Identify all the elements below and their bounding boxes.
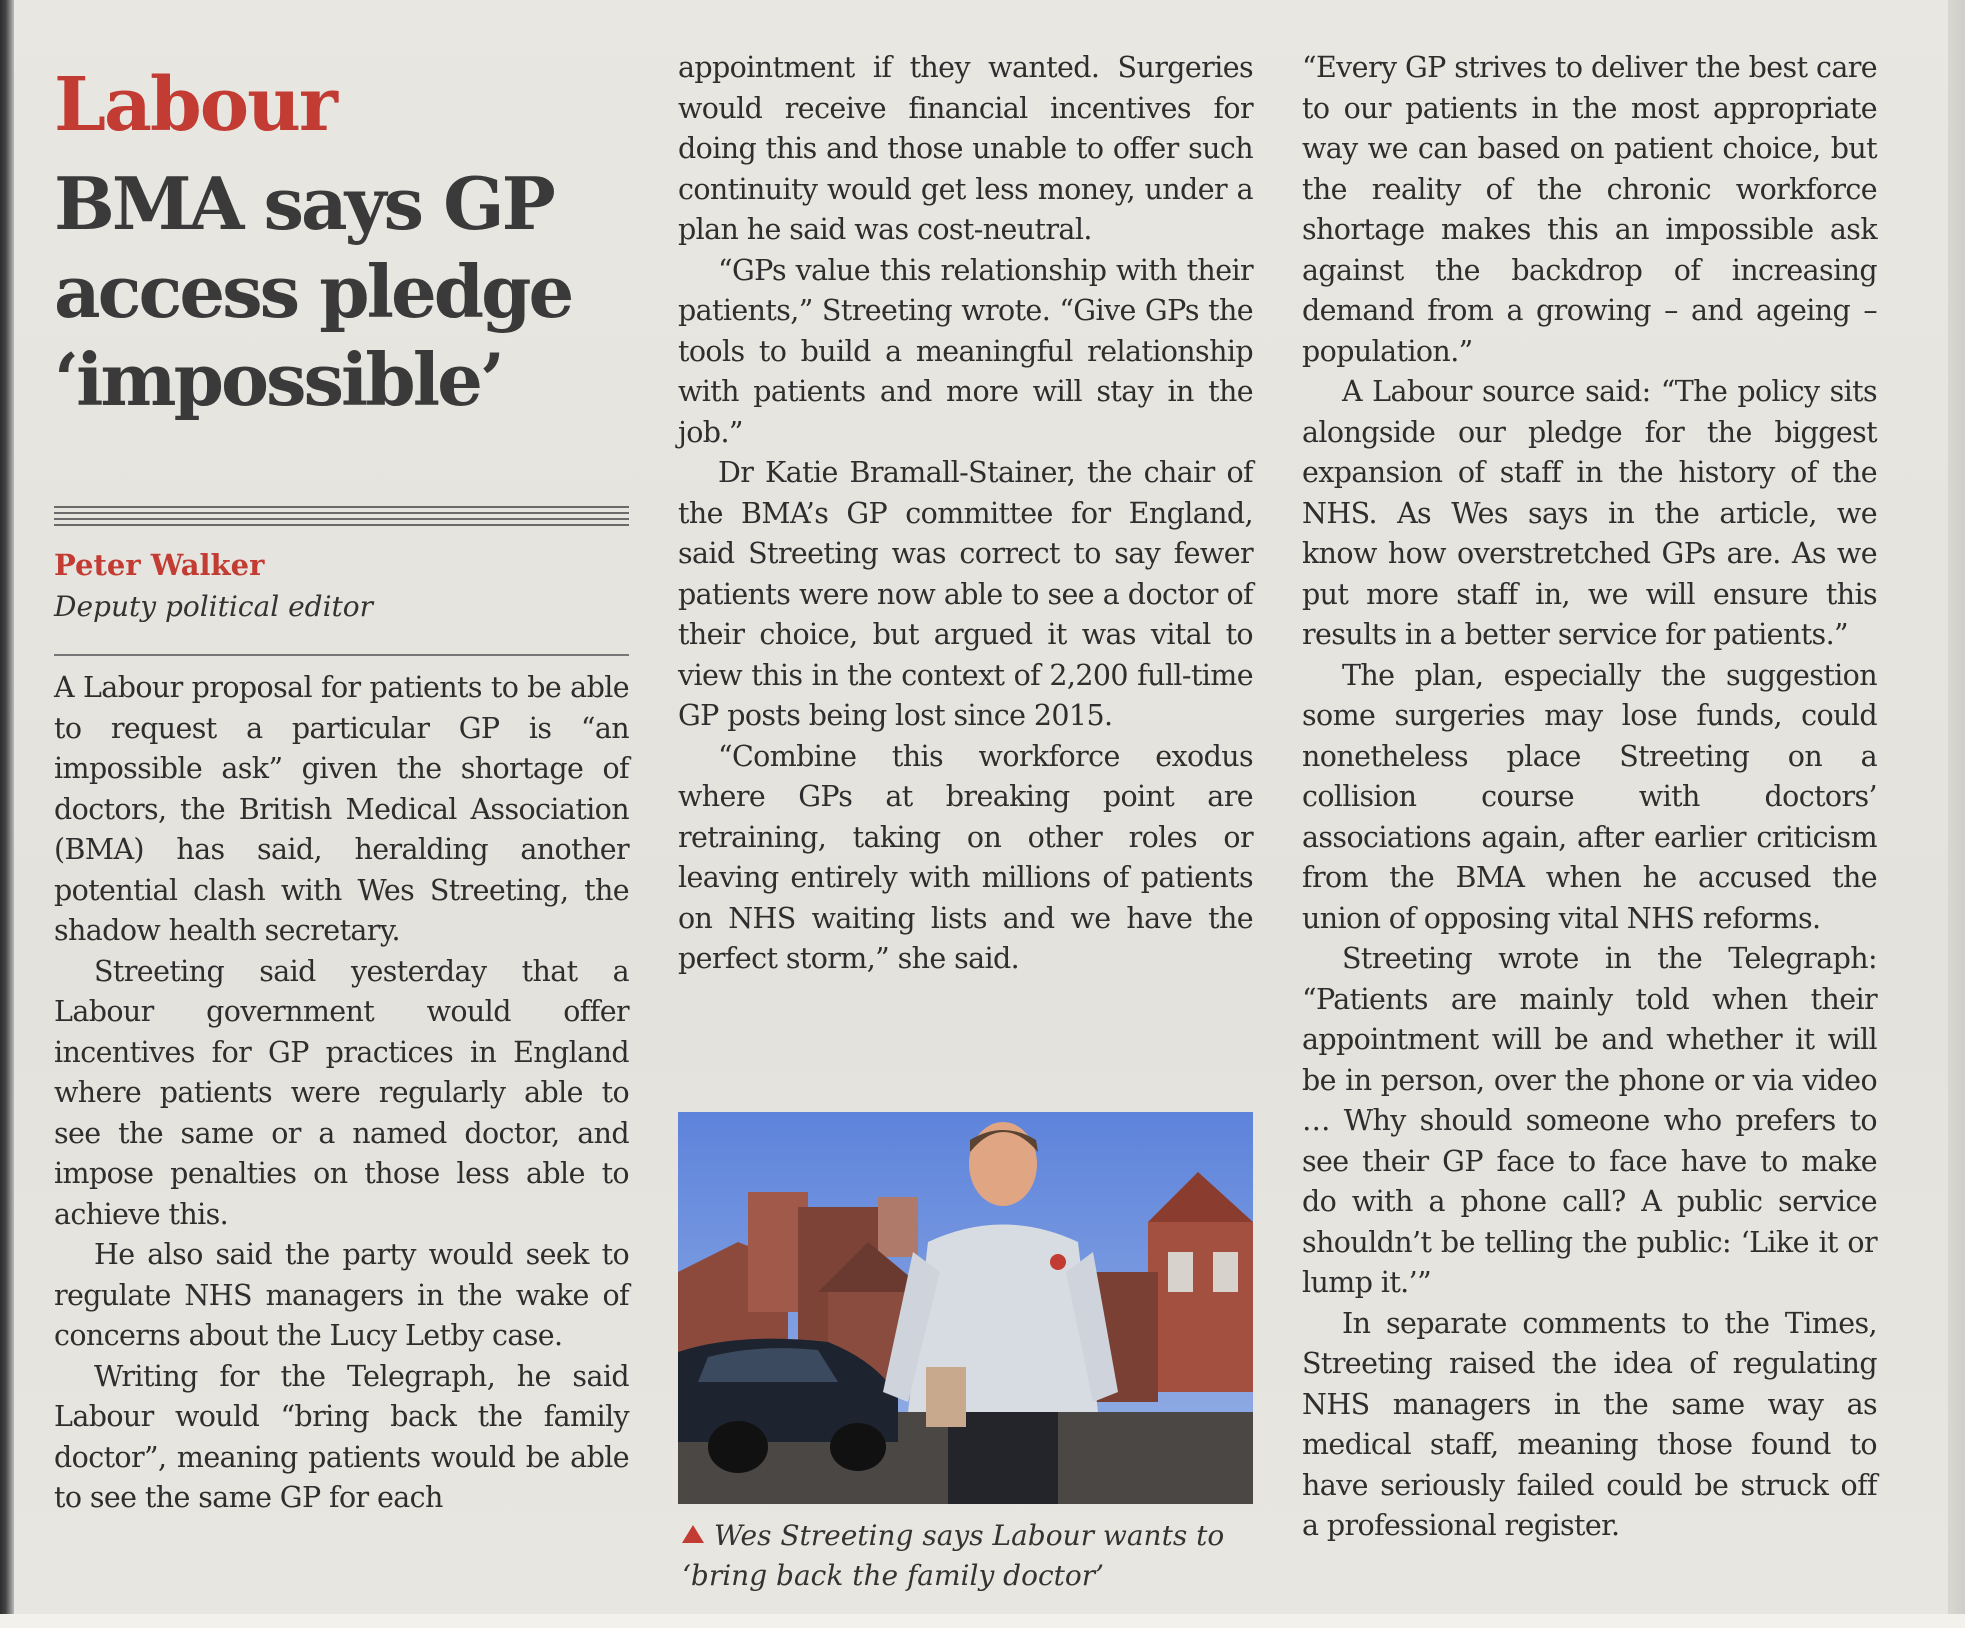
paragraph: A Labour proposal for patients to be able to request a particular GP is “an impossible ask” given the shortage of doctors, the British Medical Association (BMA) has said, heralding another potential clash with Wes Streeting, the shadow health secretary.: [54, 671, 629, 947]
paragraph: Streeting wrote in the Telegraph: “Patients are mainly told when their appointment will be and whether it will be in person, over the phone or via video … Why should someone who prefers to see their GP face to face have to make do with a phone call? A public service shouldn’t be telling the public: ‘Like it or lump it.’”: [1302, 942, 1877, 1299]
headline: BMA says GP access pledge ‘impossible’: [54, 161, 572, 422]
paragraph: Writing for the Telegraph, he said Labour would “bring back the family doctor”, meaning patients would be able to see the same GP for each: [54, 1359, 629, 1514]
column-3: [1302, 48, 1877, 1547]
column-2: [678, 48, 1253, 980]
headline-rules: [54, 506, 629, 530]
paragraph: appointment if they wanted. Surgeries would receive financial incentives for doing this and those unable to offer such continuity would get less money, under a plan he said was cost-neutral.: [678, 51, 1253, 246]
paragraph: He also said the party would seek to regulate NHS managers in the wake of concerns about the Lucy Letby case.: [54, 1238, 629, 1352]
byline-name: Peter Walker: [54, 548, 265, 582]
paragraph: Streeting said yesterday that a Labour government would offer incentives for GP practices in England where patients were regularly able to see the same or a named doctor, and impose penalties on those less able to achieve this.: [54, 954, 629, 1231]
byline-role: Deputy political editor: [54, 590, 374, 623]
photo-illustration: [678, 1112, 1253, 1504]
column-1: [54, 668, 629, 1519]
paragraph: “Combine this workforce exodus where GPs at breaking point are retraining, taking on other roles or leaving entirely with millions of patients on NHS waiting lists and we have the perfect storm,” she said.: [678, 739, 1253, 975]
page-fold-shadow: [0, 0, 14, 1628]
paragraph: A Labour source said: “The policy sits alongside our pledge for the biggest expansion of staff in the history of the NHS. As Wes says in the article, we know how overstretched GPs are. As we put more staff in, we will ensure this results in a better service for patients.”: [1302, 375, 1877, 651]
photo-caption: [682, 1516, 1257, 1596]
page-bottom-edge: [0, 1614, 1965, 1628]
caption-text: Wes Streeting says Labour wants to ‘bring back the family doctor’: [682, 1519, 1225, 1592]
article-photo: [678, 1112, 1253, 1504]
paragraph: The plan, especially the suggestion some surgeries may lose funds, could nonetheless place Streeting on a collision course with doctors’ associations again, after earlier criticism from the BMA when he accused the union of opposing vital NHS reforms.: [1302, 658, 1877, 935]
byline-divider: [54, 654, 629, 656]
paragraph: “GPs value this relationship with their patients,” Streeting wrote. “Give GPs the tools to build a meaningful relationship with patients and more will stay in the job.”: [678, 253, 1253, 449]
caption-triangle-icon: [682, 1525, 704, 1543]
paragraph: Dr Katie Bramall-Stainer, the chair of the BMA’s GP committee for England, said Streeting was correct to say fewer patients were now able to see a doctor of their choice, but argued it was vital to view this in the context of 2,200 full-time GP posts being lost since 2015.: [678, 456, 1253, 732]
page-edge: [1948, 0, 1965, 1628]
kicker: Labour: [54, 62, 336, 148]
paragraph: “Every GP strives to deliver the best care to our patients in the most appropriate way we can based on patient choice, but the reality of the chronic workforce shortage makes this an impossible ask against the backdrop of increasing demand from a growing – and ageing – population.”: [1302, 51, 1877, 368]
paragraph: In separate comments to the Times, Streeting raised the idea of regulating NHS managers in the same way as medical staff, meaning those found to have seriously failed could be struck off a professional register.: [1302, 1306, 1877, 1542]
